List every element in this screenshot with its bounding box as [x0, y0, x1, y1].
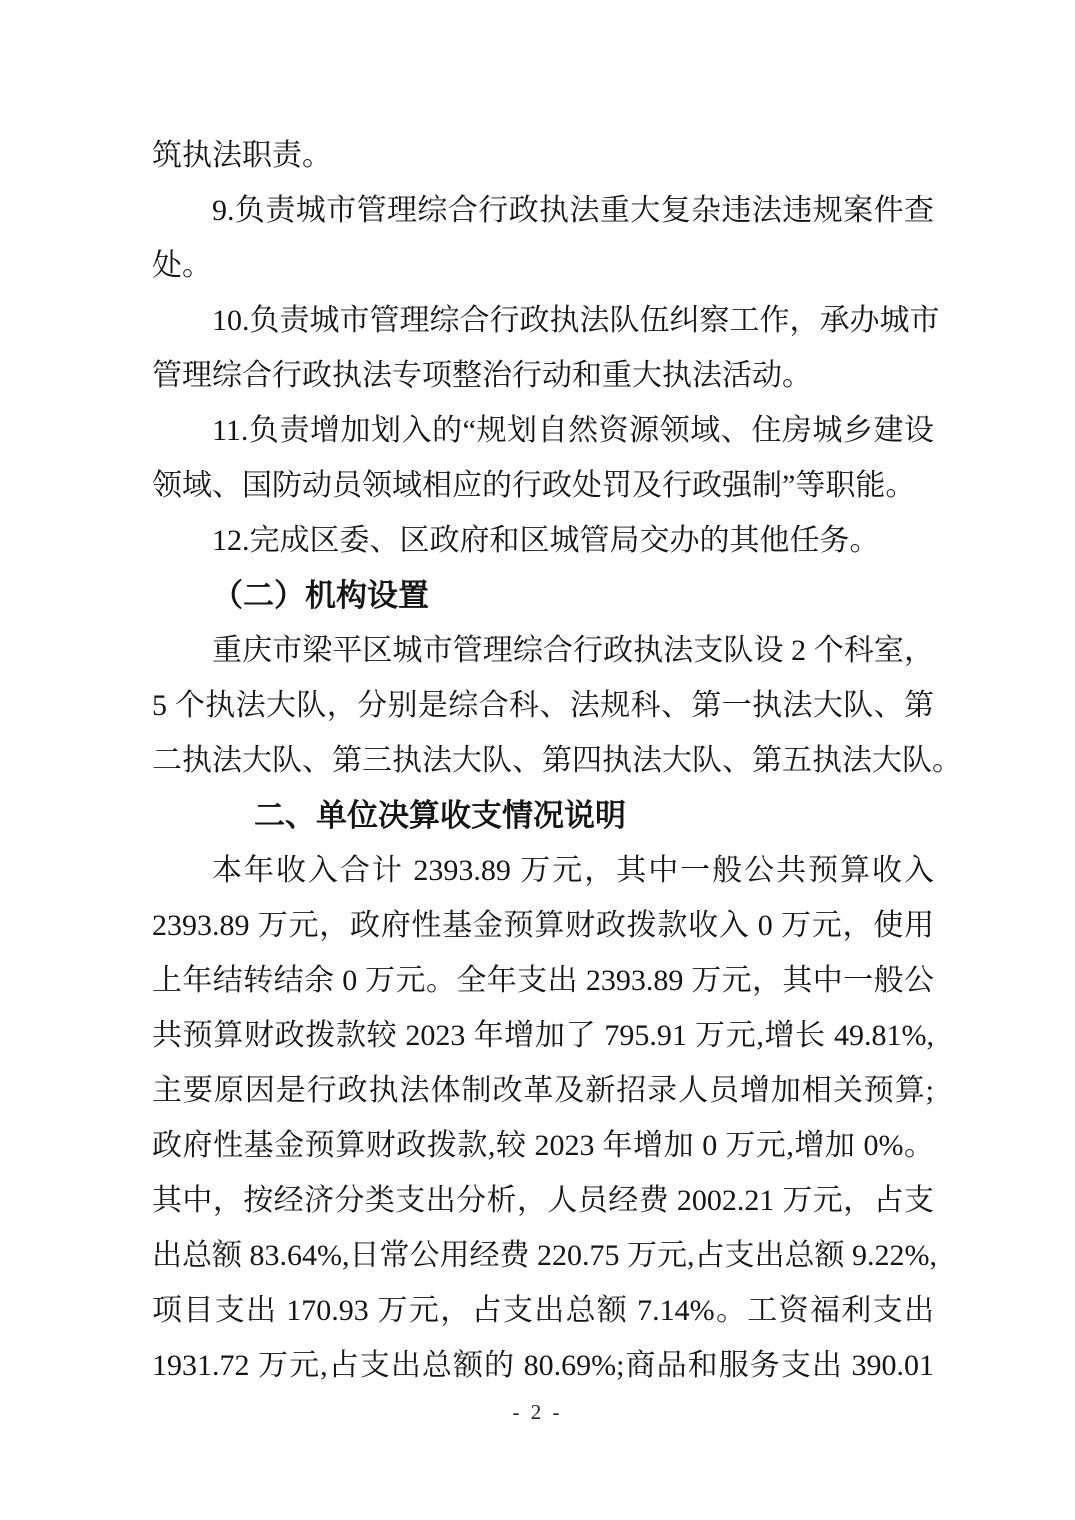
section-heading: 二、单位决算收支情况说明 [254, 798, 626, 833]
text-line: 12.完成区委、区政府和区城管局交办的其他任务。 [212, 524, 880, 557]
text-line: 其中，按经济分类支出分析，人员经费 2002.21 万元，占支 [152, 1184, 934, 1217]
text-line: 共预算财政拨款较 2023 年增加了 795.91 万元,增长 49.81%, [152, 1019, 934, 1052]
text-line: 重庆市梁平区城市管理综合行政执法支队设 2 个科室， [212, 634, 934, 667]
text-line: 管理综合行政执法专项整治行动和重大执法活动。 [152, 359, 812, 392]
text-line: 筑执法职责。 [152, 139, 332, 172]
text-line: 11.负责增加划入的“规划自然资源领域、住房城乡建设 [212, 414, 934, 447]
page-number: - 2 - [512, 1400, 563, 1424]
text-line: 10.负责城市管理综合行政执法队伍纠察工作，承办城市 [212, 304, 940, 337]
text-line: 9.负责城市管理综合行政执法重大复杂违法违规案件查 [212, 194, 934, 227]
text-line: 本年收入合计 2393.89 万元，其中一般公共预算收入 [212, 854, 934, 887]
text-line: 领域、国防动员领域相应的行政处罚及行政强制”等职能。 [152, 469, 916, 502]
text-line: 政府性基金预算财政拨款,较 2023 年增加 0 万元,增加 0%。 [152, 1129, 934, 1162]
text-line: 处。 [152, 249, 212, 282]
text-line: 主要原因是行政执法体制改革及新招录人员增加相关预算; [152, 1074, 934, 1107]
text-line: 上年结转结余 0 万元。全年支出 2393.89 万元，其中一般公 [152, 964, 934, 997]
text-line: 1931.72 万元,占支出总额的 80.69%;商品和服务支出 390.01 [152, 1349, 934, 1382]
text-line: 项目支出 170.93 万元，占支出总额 7.14%。工资福利支出 [152, 1294, 934, 1327]
text-line: 二执法大队、第三执法大队、第四执法大队、第五执法大队。 [152, 744, 962, 777]
text-line: 2393.89 万元，政府性基金预算财政拨款收入 0 万元，使用 [152, 909, 934, 942]
document-body [152, 128, 962, 1393]
text-line: 5 个执法大队，分别是综合科、法规科、第一执法大队、第 [152, 689, 934, 722]
text-line: 出总额 83.64%,日常公用经费 220.75 万元,占支出总额 9.22%, [152, 1239, 937, 1272]
subsection-heading: （二）机构设置 [212, 578, 429, 613]
